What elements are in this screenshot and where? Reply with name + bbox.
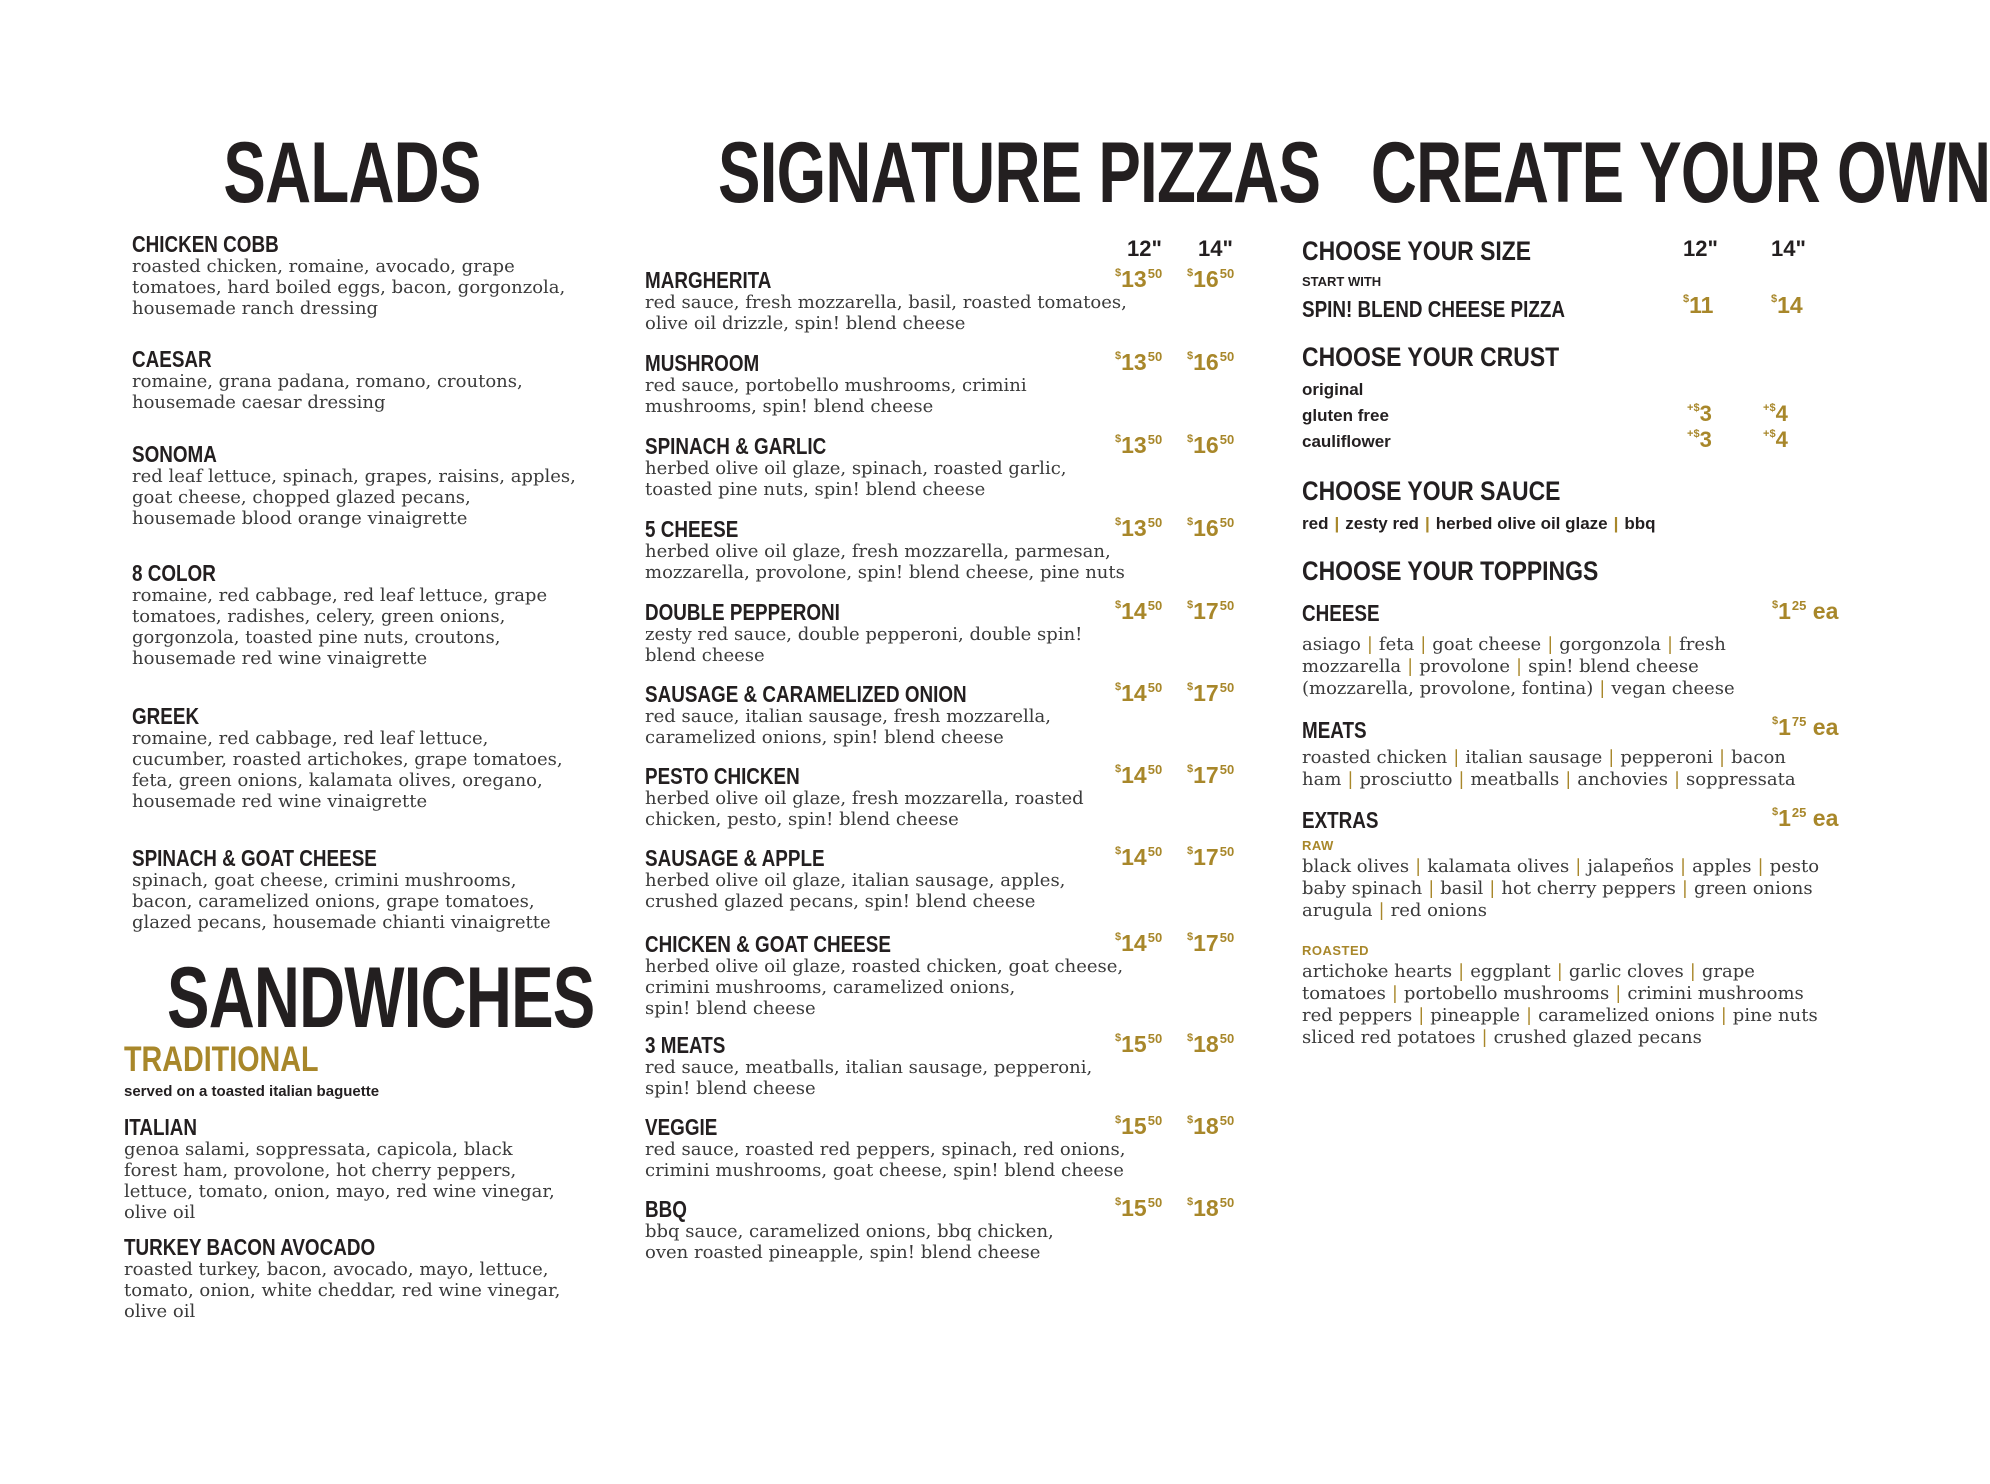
topping-option: roasted chicken [1302, 747, 1448, 768]
sandwich-item [124, 1115, 594, 1223]
pizza-price-12 [1115, 930, 1162, 957]
price-cents: 50 [1147, 349, 1163, 364]
topping-option: soppressata [1686, 769, 1796, 790]
crust-upcharge-14 [1763, 401, 1788, 427]
separator: | [1415, 856, 1422, 877]
separator: | [1458, 769, 1465, 790]
salad-item [132, 561, 592, 669]
price-dollars: 3 [1699, 401, 1712, 426]
currency-symbol: $ [1772, 715, 1779, 727]
price-unit: ea [1812, 598, 1839, 624]
currency-symbol: $ [1115, 599, 1122, 611]
price-dollars: 15 [1121, 1031, 1147, 1057]
salads-title: SALADS [223, 125, 481, 221]
pizza-name: VEGGIE [645, 1114, 718, 1140]
separator: | [1673, 769, 1681, 790]
separator: | [1453, 747, 1460, 768]
pizza-price-12 [1115, 266, 1162, 293]
topping-option: fresh mozzarella [1302, 634, 1726, 677]
plus-sign: + [1763, 428, 1770, 440]
pizza-item [645, 764, 1260, 830]
sauce-list [1302, 514, 1656, 534]
price-dollars: 16 [1193, 266, 1219, 292]
separator: | [1334, 514, 1340, 533]
pizza-desc: herbed olive oil glaze, spinach, roasted garlic, toasted pine nuts, spin! blend cheese [645, 458, 1067, 500]
cyo-title: CREATE YOUR OWN [1370, 125, 1990, 221]
separator: | [1681, 878, 1688, 899]
pizza-desc: bbq sauce, caramelized onions, bbq chicken, oven roasted pineapple, spin! blend cheese [645, 1221, 1054, 1263]
size-14-label: 14" [1198, 236, 1233, 261]
base-price-12 [1683, 292, 1713, 319]
crust-upcharge-12 [1687, 401, 1712, 427]
topping-option: apples [1692, 856, 1752, 877]
price-cents: 50 [1147, 762, 1163, 777]
price-cents: 50 [1147, 515, 1163, 530]
pizza-price-12 [1115, 844, 1162, 871]
separator: | [1428, 878, 1435, 899]
price-cents: 25 [1791, 805, 1807, 820]
topping-option: jalapeños [1587, 856, 1674, 877]
extras-price [1772, 805, 1838, 832]
pizza-price-12 [1115, 680, 1162, 707]
price-dollars: 17 [1193, 762, 1219, 788]
separator: | [1516, 656, 1523, 677]
price-cents: 50 [1219, 1195, 1235, 1210]
topping-option: bacon ham [1302, 747, 1786, 790]
sandwich-name: TURKEY BACON AVOCADO [124, 1234, 376, 1260]
raw-list [1302, 856, 1862, 922]
price-dollars: 14 [1777, 292, 1803, 318]
price-dollars: 15 [1121, 1195, 1147, 1221]
pizza-name: 3 MEATS [645, 1032, 726, 1058]
size-12-label: 12" [1127, 236, 1162, 261]
separator: | [1615, 983, 1622, 1004]
pizza-name: SAUSAGE & APPLE [645, 845, 825, 871]
price-cents: 50 [1147, 598, 1163, 613]
topping-option: feta [1378, 634, 1415, 655]
pizza-desc: red sauce, italian sausage, fresh mozzarella, caramelized onions, spin! blend cheese [645, 706, 1051, 748]
price-cents: 50 [1147, 1195, 1163, 1210]
pizza-item [645, 517, 1260, 583]
currency-symbol: $ [1187, 433, 1194, 445]
separator: | [1366, 634, 1373, 655]
separator: | [1720, 1005, 1727, 1026]
pizzas-title: SIGNATURE PIZZAS [718, 125, 1321, 221]
salad-item [132, 442, 592, 529]
price-cents: 75 [1791, 714, 1807, 729]
price-dollars: 16 [1193, 515, 1219, 541]
pizza-desc: red sauce, fresh mozzarella, basil, roasted tomatoes, olive oil drizzle, spin! blend cheese [645, 292, 1127, 334]
salad-desc: romaine, red cabbage, red leaf lettuce, grape tomatoes, radishes, celery, green onions, gorgonzola, toasted pine nuts, croutons, housemade red wine vinaigrette [132, 585, 548, 669]
meats-category: MEATS [1302, 717, 1367, 743]
currency-symbol: $ [1187, 845, 1194, 857]
currency-symbol: $ [1772, 599, 1779, 611]
topping-option: prosciutto [1359, 769, 1453, 790]
topping-option: garlic cloves [1568, 961, 1684, 982]
salad-desc: romaine, red cabbage, red leaf lettuce, cucumber, roasted artichokes, grape tomatoes, feta, green onions, kalamata olives, oregano, housemade red wine vinaigrette [132, 728, 563, 812]
price-dollars: 18 [1193, 1031, 1219, 1057]
sauce-option: zesty red [1345, 514, 1419, 533]
topping-option: pineapple [1430, 1005, 1521, 1026]
topping-option: portobello mushrooms [1403, 983, 1610, 1004]
price-dollars: 13 [1121, 515, 1147, 541]
salad-desc: romaine, grana padana, romano, croutons, housemade caesar dressing [132, 371, 523, 413]
separator: | [1424, 514, 1430, 533]
separator: | [1481, 1027, 1488, 1048]
roasted-label: ROASTED [1302, 943, 1370, 958]
price-cents: 50 [1219, 432, 1235, 447]
topping-option: kalamata olives [1427, 856, 1570, 877]
price-dollars: 4 [1775, 401, 1788, 426]
pizza-name: BBQ [645, 1196, 687, 1222]
sandwiches-subtitle: TRADITIONAL [124, 1040, 319, 1079]
price-dollars: 17 [1193, 680, 1219, 706]
salad-desc: red leaf lettuce, spinach, grapes, raisins, apples, goat cheese, chopped glazed pecans, housemade blood orange vinaigrette [132, 466, 576, 529]
plus-sign: + [1687, 428, 1694, 440]
pizza-price-12 [1115, 1031, 1162, 1058]
roasted-list [1302, 961, 1862, 1049]
salad-desc: roasted chicken, romaine, avocado, grape tomatoes, hard boiled eggs, bacon, gorgonzola, housemade ranch dressing [132, 256, 566, 319]
topping-option: pepperoni [1620, 747, 1714, 768]
topping-option: provolone [1419, 656, 1510, 677]
price-dollars: 14 [1121, 598, 1147, 624]
crust-upcharge-14 [1763, 427, 1788, 453]
sauce-heading: CHOOSE YOUR SAUCE [1302, 476, 1561, 506]
pizza-desc: herbed olive oil glaze, roasted chicken, goat cheese, crimini mushrooms, caramelized onions, spin! blend cheese [645, 956, 1124, 1019]
pizza-price-14 [1187, 598, 1234, 625]
price-dollars: 17 [1193, 598, 1219, 624]
pizza-name: SPINACH & GARLIC [645, 433, 827, 459]
price-dollars: 3 [1699, 427, 1712, 452]
currency-symbol: $ [1187, 931, 1194, 943]
pizza-price-12 [1115, 1195, 1162, 1222]
currency-symbol: $ [1115, 433, 1122, 445]
base-price-14 [1771, 292, 1803, 319]
price-dollars: 18 [1193, 1195, 1219, 1221]
currency-symbol: $ [1187, 516, 1194, 528]
pizza-desc: red sauce, meatballs, italian sausage, pepperoni, spin! blend cheese [645, 1057, 1093, 1099]
pizza-desc: zesty red sauce, double pepperoni, double spin! blend cheese [645, 624, 1083, 666]
separator: | [1556, 961, 1563, 982]
currency-symbol: $ [1187, 1196, 1194, 1208]
currency-symbol: $ [1693, 428, 1700, 440]
currency-symbol: $ [1771, 293, 1778, 305]
separator: | [1679, 856, 1687, 877]
sandwiches-note: served on a toasted italian baguette [124, 1083, 380, 1100]
sauce-option: herbed olive oil glaze [1435, 514, 1608, 533]
separator: | [1458, 961, 1465, 982]
salad-name: CHICKEN COBB [132, 231, 279, 257]
price-cents: 50 [1219, 680, 1235, 695]
price-cents: 50 [1219, 1031, 1235, 1046]
price-dollars: 1 [1778, 598, 1791, 624]
currency-symbol: $ [1769, 428, 1776, 440]
salad-name: CAESAR [132, 346, 212, 372]
pizza-name: MUSHROOM [645, 350, 760, 376]
currency-symbol: $ [1187, 599, 1194, 611]
currency-symbol: $ [1115, 931, 1122, 943]
sandwiches-title: SANDWICHES [167, 950, 595, 1046]
pizza-item [645, 846, 1260, 912]
price-cents: 50 [1219, 1113, 1235, 1128]
pizza-desc: red sauce, roasted red peppers, spinach, red onions, crimini mushrooms, goat cheese, spin! blend cheese [645, 1139, 1126, 1181]
separator: | [1407, 656, 1414, 677]
topping-option: meatballs [1470, 769, 1560, 790]
currency-symbol: $ [1683, 293, 1690, 305]
currency-symbol: $ [1772, 806, 1779, 818]
price-unit: ea [1812, 805, 1839, 831]
price-dollars: 1 [1778, 714, 1791, 740]
topping-option: crimini mushrooms red peppers [1302, 983, 1804, 1026]
price-cents: 50 [1147, 930, 1163, 945]
price-dollars: 17 [1193, 844, 1219, 870]
currency-symbol: $ [1115, 845, 1122, 857]
toppings-heading: CHOOSE YOUR TOPPINGS [1302, 556, 1599, 586]
topping-option: black olives [1302, 856, 1410, 877]
price-dollars: 18 [1193, 1113, 1219, 1139]
sandwich-name: ITALIAN [124, 1114, 197, 1140]
price-dollars: 14 [1121, 844, 1147, 870]
crust-option: gluten free [1302, 406, 1389, 425]
topping-option: red onions [1390, 900, 1487, 921]
pizza-item [645, 434, 1260, 500]
price-cents: 50 [1219, 515, 1235, 530]
sauce-option: red [1302, 514, 1329, 533]
separator: | [1608, 747, 1615, 768]
base-pizza-name: SPIN! BLEND CHEESE PIZZA [1302, 296, 1566, 322]
pizza-price-14 [1187, 762, 1234, 789]
currency-symbol: $ [1115, 516, 1122, 528]
meats-list [1302, 747, 1862, 791]
currency-symbol: $ [1769, 402, 1776, 414]
separator: | [1613, 514, 1619, 533]
price-cents: 50 [1219, 930, 1235, 945]
price-cents: 50 [1219, 266, 1235, 281]
topping-option: green onions arugula [1302, 878, 1813, 921]
pizza-item [645, 1115, 1260, 1181]
separator: | [1599, 678, 1606, 699]
currency-symbol: $ [1187, 763, 1194, 775]
pizza-name: 5 CHEESE [645, 516, 739, 542]
currency-symbol: $ [1115, 681, 1122, 693]
price-cents: 50 [1219, 762, 1235, 777]
pizza-name: MARGHERITA [645, 267, 772, 293]
topping-option: basil [1440, 878, 1484, 899]
pizza-price-14 [1187, 266, 1234, 293]
cheese-category: CHEESE [1302, 600, 1380, 626]
topping-option: vegan cheese [1611, 678, 1735, 699]
price-cents: 50 [1147, 1031, 1163, 1046]
pizza-price-14 [1187, 1113, 1234, 1140]
pizza-price-14 [1187, 844, 1234, 871]
price-cents: 50 [1219, 844, 1235, 859]
salad-name: SONOMA [132, 441, 217, 467]
crust-option: original [1302, 380, 1364, 399]
salad-name: 8 COLOR [132, 560, 216, 586]
separator: | [1347, 769, 1354, 790]
salad-item [132, 232, 592, 319]
topping-option: caramelized onions [1538, 1005, 1715, 1026]
price-dollars: 11 [1689, 292, 1714, 318]
pizza-price-12 [1115, 598, 1162, 625]
pizza-price-14 [1187, 930, 1234, 957]
price-dollars: 13 [1121, 432, 1147, 458]
separator: | [1547, 634, 1554, 655]
price-cents: 50 [1219, 349, 1235, 364]
pizza-price-12 [1115, 1113, 1162, 1140]
cyo-size-14-label: 14" [1771, 236, 1806, 261]
topping-option: asiago [1302, 634, 1361, 655]
price-cents: 25 [1791, 598, 1807, 613]
separator: | [1489, 878, 1496, 899]
crust-heading: CHOOSE YOUR CRUST [1302, 342, 1560, 372]
price-dollars: 16 [1193, 432, 1219, 458]
pizza-price-14 [1187, 432, 1234, 459]
cheese-price [1772, 598, 1838, 625]
salad-desc: spinach, goat cheese, crimini mushrooms, bacon, caramelized onions, grape tomatoes, glazed pecans, housemade chianti vinaigrette [132, 870, 551, 933]
separator: | [1689, 961, 1696, 982]
separator: | [1575, 856, 1582, 877]
pizza-item [645, 1197, 1260, 1263]
topping-option: gorgonzola [1559, 634, 1661, 655]
price-dollars: 16 [1193, 349, 1219, 375]
pizza-name: PESTO CHICKEN [645, 763, 800, 789]
pizza-item [645, 932, 1260, 1019]
sandwich-desc: roasted turkey, bacon, avocado, mayo, lettuce, tomato, onion, white cheddar, red wine vinegar, olive oil [124, 1259, 561, 1322]
topping-option: hot cherry peppers [1501, 878, 1676, 899]
sauce-option: bbq [1624, 514, 1656, 533]
pizza-name: DOUBLE PEPPERONI [645, 599, 840, 625]
salads-list [132, 232, 592, 959]
price-dollars: 13 [1121, 349, 1147, 375]
topping-option: goat cheese [1432, 634, 1542, 655]
separator: | [1719, 747, 1726, 768]
cyo-size-12-label: 12" [1683, 236, 1718, 261]
price-cents: 50 [1147, 432, 1163, 447]
pizza-price-12 [1115, 762, 1162, 789]
separator: | [1526, 1005, 1533, 1026]
price-dollars: 17 [1193, 930, 1219, 956]
salad-name: GREEK [132, 703, 200, 729]
price-dollars: 15 [1121, 1113, 1147, 1139]
currency-symbol: $ [1115, 1196, 1122, 1208]
cheese-list [1302, 634, 1862, 700]
pizza-item [645, 351, 1260, 417]
pizza-item [645, 268, 1260, 334]
sandwich-desc: genoa salami, soppressata, capicola, black forest ham, provolone, hot cherry peppers, lettuce, tomato, onion, mayo, red wine vinegar, olive oil [124, 1139, 555, 1223]
price-cents: 50 [1147, 266, 1163, 281]
separator: | [1391, 983, 1398, 1004]
pizza-price-12 [1115, 349, 1162, 376]
plus-sign: + [1763, 402, 1770, 414]
currency-symbol: $ [1693, 402, 1700, 414]
separator: | [1378, 900, 1385, 921]
pizza-item [645, 600, 1260, 666]
salad-item [132, 347, 592, 413]
separator: | [1757, 856, 1764, 877]
pizza-name: SAUSAGE & CARAMELIZED ONION [645, 681, 967, 707]
price-dollars: 4 [1775, 427, 1788, 452]
topping-option: eggplant [1470, 961, 1551, 982]
pizza-item [645, 1033, 1260, 1099]
currency-symbol: $ [1115, 350, 1122, 362]
pizza-desc: herbed olive oil glaze, italian sausage, apples, crushed glazed pecans, spin! blend cheese [645, 870, 1066, 912]
topping-option: italian sausage [1465, 747, 1603, 768]
pizza-name: CHICKEN & GOAT CHEESE [645, 931, 891, 957]
pizza-item [645, 682, 1260, 748]
currency-symbol: $ [1187, 1114, 1194, 1126]
price-dollars: 13 [1121, 266, 1147, 292]
start-with-label: START WITH [1302, 274, 1382, 289]
pizza-price-14 [1187, 680, 1234, 707]
separator: | [1418, 1005, 1425, 1026]
pizza-price-14 [1187, 1195, 1234, 1222]
price-cents: 50 [1147, 1113, 1163, 1128]
meats-price [1772, 714, 1838, 741]
currency-symbol: $ [1187, 1032, 1194, 1044]
topping-option: crushed glazed pecans [1493, 1027, 1702, 1048]
topping-option: pesto baby spinach [1302, 856, 1820, 899]
pizza-desc: herbed olive oil glaze, fresh mozzarella, roasted chicken, pesto, spin! blend cheese [645, 788, 1084, 830]
price-cents: 50 [1147, 680, 1163, 695]
price-cents: 50 [1219, 598, 1235, 613]
sandwich-item [124, 1235, 594, 1322]
plus-sign: + [1687, 402, 1694, 414]
currency-symbol: $ [1115, 1032, 1122, 1044]
price-dollars: 14 [1121, 930, 1147, 956]
currency-symbol: $ [1187, 681, 1194, 693]
pizza-desc: red sauce, portobello mushrooms, crimini mushrooms, spin! blend cheese [645, 375, 1027, 417]
currency-symbol: $ [1115, 267, 1122, 279]
price-unit: ea [1812, 714, 1839, 740]
crust-upcharge-12 [1687, 427, 1712, 453]
salad-name: SPINACH & GOAT CHEESE [132, 845, 377, 871]
salad-item [132, 704, 592, 812]
topping-option: grape tomatoes [1302, 961, 1755, 1004]
pizza-price-14 [1187, 1031, 1234, 1058]
currency-symbol: $ [1187, 267, 1194, 279]
topping-option: pine nuts sliced red potatoes [1302, 1005, 1818, 1048]
salad-item [132, 846, 592, 933]
size-heading: CHOOSE YOUR SIZE [1302, 236, 1532, 266]
pizza-price-12 [1115, 515, 1162, 542]
separator: | [1420, 634, 1427, 655]
raw-label: RAW [1302, 838, 1334, 853]
price-dollars: 1 [1778, 805, 1791, 831]
pizza-desc: herbed olive oil glaze, fresh mozzarella, parmesan, mozzarella, provolone, spin! blend cheese, pine nuts [645, 541, 1125, 583]
crust-option: cauliflower [1302, 432, 1391, 451]
currency-symbol: $ [1115, 763, 1122, 775]
topping-option: artichoke hearts [1302, 961, 1453, 982]
pizza-price-14 [1187, 515, 1234, 542]
topping-option: spin! blend cheese (mozzarella, provolone, fontina) [1302, 656, 1699, 699]
pizza-price-12 [1115, 432, 1162, 459]
price-dollars: 14 [1121, 680, 1147, 706]
currency-symbol: $ [1115, 1114, 1122, 1126]
topping-option: anchovies [1577, 769, 1668, 790]
separator: | [1667, 634, 1674, 655]
separator: | [1565, 769, 1572, 790]
currency-symbol: $ [1187, 350, 1194, 362]
pizza-price-14 [1187, 349, 1234, 376]
price-dollars: 14 [1121, 762, 1147, 788]
extras-category: EXTRAS [1302, 807, 1379, 833]
price-cents: 50 [1147, 844, 1163, 859]
